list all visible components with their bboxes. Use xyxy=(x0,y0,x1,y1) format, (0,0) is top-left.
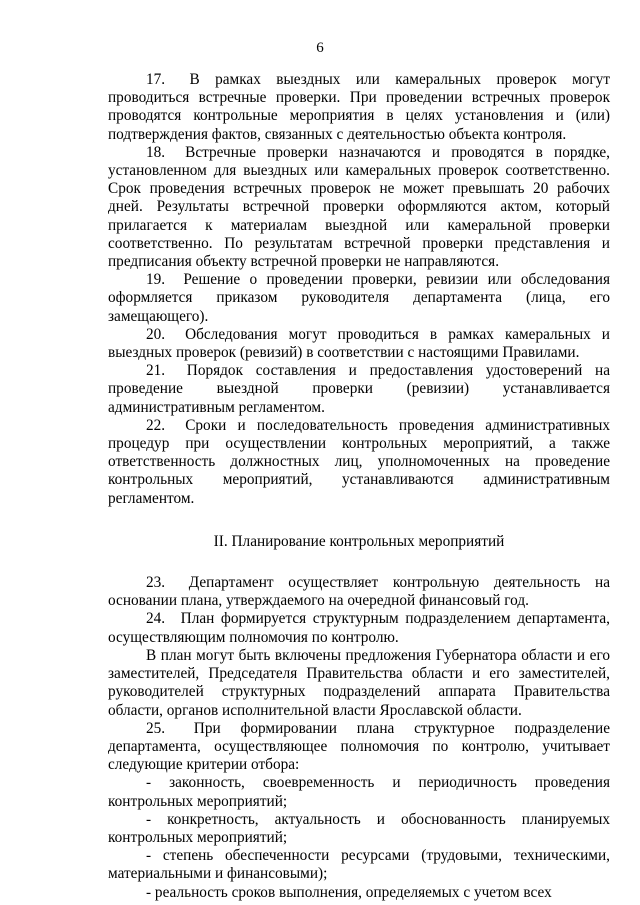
paragraph-number: 18. xyxy=(146,143,166,161)
paragraph-number: 19. xyxy=(146,271,166,289)
paragraph-text: План формируется структурным подразделением департамента, осуществляющим полномочия по контролю. xyxy=(108,610,610,646)
paragraph-18 xyxy=(108,144,610,271)
criterion-item: - законность, своевременность и периодичность проведения контрольных мероприятий; xyxy=(108,774,610,810)
paragraph-number: 24. xyxy=(146,610,166,628)
paragraph-text: Встречные проверки назначаются и проводятся в порядке, установленном для выездных или камеральных проверок соответственно. Срок проведения встречных проверок не может превышать 20 рабочих дней. Результаты встречной проверки оформляются актом, который прилагается к материалам выездной или камеральной проверки соответственно. По результатам встречной проверки представления и предписания объекту встречной проверки не направляются. xyxy=(108,143,610,271)
paragraph-text: Обследования могут проводиться в рамках камеральных и выездных проверок (ревизий) в соответствии с настоящими Правилами. xyxy=(108,325,610,362)
paragraph-24 xyxy=(108,610,610,646)
document-body xyxy=(108,71,610,902)
paragraph-24-continued: В план могут быть включены предложения Губернатора области и его заместителей, Председателя Правительства области и его заместителей, руководителей структурных подразделений аппарата Правительства области, органов исполнительной власти Ярославской области. xyxy=(108,646,610,719)
paragraph-number: 25. xyxy=(146,719,166,737)
paragraph-text: В рамках выездных или камеральных проверок могут проводиться встречные проверки. При проведении встречных проверок проводятся контрольные мероприятия в целях установления и (или) подтверждения фактов, связанных с деятельностью объекта контроля. xyxy=(108,71,611,143)
paragraph-22 xyxy=(108,417,610,508)
paragraph-number: 20. xyxy=(146,325,166,343)
paragraph-23 xyxy=(108,574,610,610)
paragraph-number: 17. xyxy=(146,71,166,88)
paragraph-number: 22. xyxy=(146,416,166,434)
paragraph-number: 23. xyxy=(146,574,166,592)
criterion-item: - степень обеспеченности ресурсами (трудовыми, техническими, материальными и финансовыми); xyxy=(108,847,610,883)
paragraph-25 xyxy=(108,720,610,775)
paragraph-17 xyxy=(108,71,610,144)
criterion-item: - конкретность, актуальность и обоснованность планируемых контрольных мероприятий; xyxy=(108,810,610,846)
paragraph-text: При формировании плана структурное подразделение департамента, осуществляющее полномочия по контролю, учитывает следующие критерии отбора: xyxy=(108,719,610,774)
paragraph-text: Сроки и последовательность проведения административных процедур при осуществлении контрольных мероприятий, а также ответственность должностных лиц, уполномоченных на проведение контрольных мероприятий, устанавливаются административным регламентом. xyxy=(108,416,610,507)
paragraph-21 xyxy=(108,362,610,417)
paragraph-text: Департамент осуществляет контрольную деятельность на основании плана, утверждаемого на очередной финансовый год. xyxy=(108,574,610,610)
paragraph-19 xyxy=(108,271,610,326)
paragraph-20 xyxy=(108,326,610,362)
paragraph-text: Решение о проведении проверки, ревизии или обследования оформляется приказом руководителя департамента (лица, его замещающего). xyxy=(108,271,610,325)
page-number: 6 xyxy=(316,40,324,56)
section-heading: II. Планирование контрольных мероприятий xyxy=(213,532,505,550)
paragraph-text: Порядок составления и предоставления удостоверений на проведение выездной проверки (ревизии) устанавливается административным регламентом. xyxy=(108,362,610,416)
criterion-item: - реальность сроков выполнения, определяемых с учетом всех xyxy=(146,883,552,901)
paragraph-number: 21. xyxy=(146,362,166,380)
